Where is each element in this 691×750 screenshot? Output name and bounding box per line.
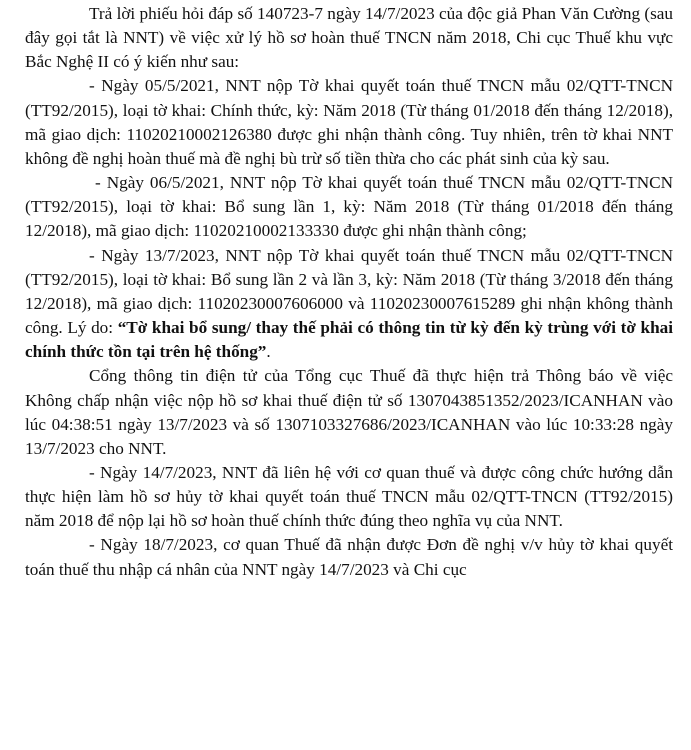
paragraph-intro: Trả lời phiếu hỏi đáp số 140723-7 ngày 14/7/2023 của độc giả Phan Văn Cường (sau đây gọi tắt là NNT) về việc xử lý hồ sơ hoàn thuế TNCN năm 2018, Chi cục Thuế khu vực Bắc Nghệ II có ý kiến như sau:: [25, 4, 673, 72]
paragraph-item-2023-07-13: [25, 244, 673, 365]
document-page: [25, 2, 673, 582]
paragraph-item-2021-05-06: - Ngày 06/5/2021, NNT nộp Tờ khai quyết toán thuế TNCN mẫu 02/QTT-TNCN (TT92/2015), loại tờ khai: Bổ sung lần 1, kỳ: Năm 2018 (Từ tháng 01/2018 đến tháng 12/2018), mã giao dịch: 11020210002133330 được ghi nhận thành công;: [25, 173, 673, 241]
paragraph-item-2023-07-13-text: - Ngày 13/7/2023, NNT nộp Tờ khai quyết toán thuế TNCN mẫu 02/QTT-TNCN (TT92/2015), loại tờ khai: Bổ sung lần 2 và lần 3, kỳ: Năm 2018 (Từ tháng 3/2018 đến tháng 12/2018), mã giao dịch: 11020230007606000 và 11020230007615289 ghi nhận không thành công. Lý do:: [25, 245, 673, 338]
paragraph-item-2023-07-14: - Ngày 14/7/2023, NNT đã liên hệ với cơ quan thuế và được công chức hướng dẫn thực hiện làm hồ sơ hủy tờ khai quyết toán thuế TNCN mẫu 02/QTT-TNCN (TT92/2015) năm 2018 để nộp lại hồ sơ hoàn thuế chính thức đúng theo nghĩa vụ của NNT.: [25, 462, 673, 531]
error-reason-quote: “Tờ khai bổ sung/ thay thế phải có thông tin từ kỳ đến kỳ trùng với tờ khai chính thức tồn tại trên hệ thống”: [25, 318, 673, 362]
paragraph-item-2023-07-18: - Ngày 18/7/2023, cơ quan Thuế đã nhận được Đơn đề nghị v/v hủy tờ khai quyết toán thuế thu nhập cá nhân của NNT ngày 14/7/2023 và Chi cục: [25, 535, 673, 579]
paragraph-item-2021-05-05: - Ngày 05/5/2021, NNT nộp Tờ khai quyết toán thuế TNCN mẫu 02/QTT-TNCN (TT92/2015), loại tờ khai: Chính thức, kỳ: Năm 2018 (Từ tháng 01/2018 đến tháng 12/2018), mã giao dịch: 11020210002126380 được ghi nhận thành công. Tuy nhiên, trên tờ khai NNT không đề nghị hoàn thuế mà đề nghị bù trừ số tiền thừa cho các phát sinh của kỳ sau.: [25, 76, 673, 168]
paragraph-item-2023-07-13-tail: .: [266, 342, 271, 362]
paragraph-portal-notice: Cổng thông tin điện tử của Tổng cục Thuế đã thực hiện trả Thông báo về việc Không chấp nhận việc nộp hồ sơ khai thuế điện tử số 1307043851352/2023/ICANHAN vào lúc 04:38:51 ngày 13/7/2023 và số 1307103327686/2023/ICANHAN vào lúc 10:33:28 ngày 13/7/2023 cho NNT.: [25, 366, 673, 458]
